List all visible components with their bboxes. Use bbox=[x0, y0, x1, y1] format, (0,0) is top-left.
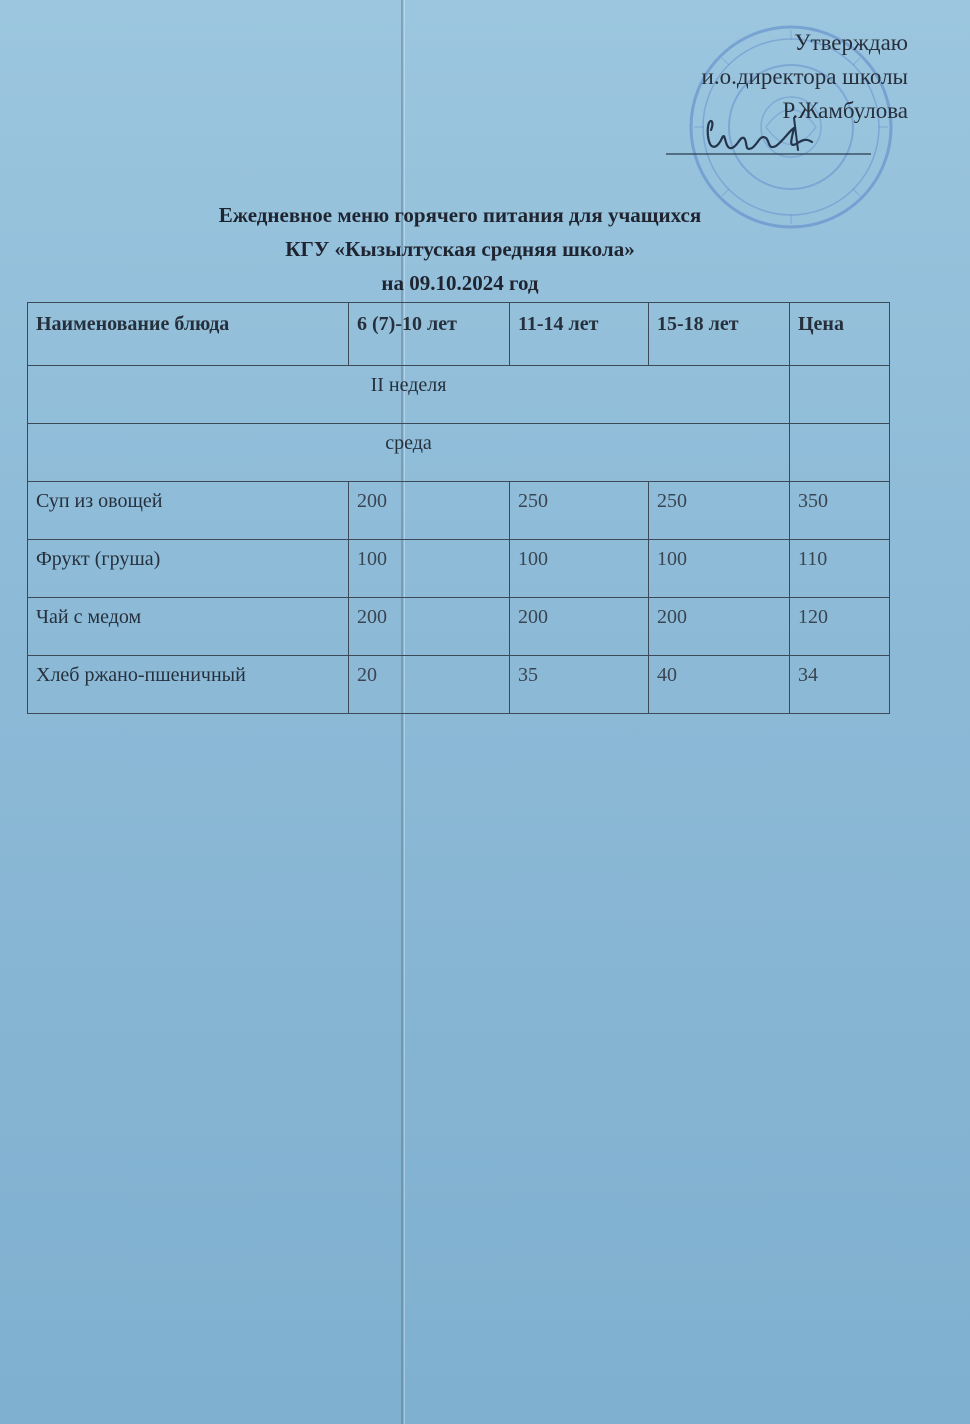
table-row bbox=[28, 598, 890, 656]
portion-11-14: 100 bbox=[510, 540, 649, 598]
header-dish-name: Наименование блюда bbox=[28, 303, 349, 366]
header-age-15-18: 15-18 лет bbox=[649, 303, 790, 366]
header-age-6-10: 6 (7)-10 лет bbox=[349, 303, 510, 366]
approval-line-3: Р.Жамбулова bbox=[782, 98, 908, 123]
approval-line-1: Утверждаю bbox=[794, 30, 908, 55]
header-price: Цена bbox=[790, 303, 890, 366]
dish-name: Суп из овощей bbox=[28, 482, 349, 540]
week-row bbox=[28, 366, 890, 424]
week-label: II неделя bbox=[28, 366, 790, 424]
approval-line-2: и.о.директора школы bbox=[701, 64, 908, 89]
menu-table bbox=[27, 302, 890, 714]
portion-15-18: 200 bbox=[649, 598, 790, 656]
portion-15-18: 250 bbox=[649, 482, 790, 540]
title-line-3: на 09.10.2024 год bbox=[381, 271, 539, 295]
dish-price: 120 bbox=[790, 598, 890, 656]
dish-price: 110 bbox=[790, 540, 890, 598]
table-row bbox=[28, 540, 890, 598]
portion-11-14: 250 bbox=[510, 482, 649, 540]
table-row bbox=[28, 482, 890, 540]
dish-price: 350 bbox=[790, 482, 890, 540]
portion-6-10: 200 bbox=[349, 482, 510, 540]
menu-title bbox=[0, 198, 920, 300]
title-line-2: КГУ «Кызылтуская средняя школа» bbox=[285, 237, 635, 261]
title-line-1: Ежедневное меню горячего питания для учащихся bbox=[218, 203, 702, 227]
portion-6-10: 20 bbox=[349, 656, 510, 714]
dish-name: Фрукт (груша) bbox=[28, 540, 349, 598]
dish-name: Хлеб ржано-пшеничный bbox=[28, 656, 349, 714]
table-row bbox=[28, 656, 890, 714]
portion-6-10: 200 bbox=[349, 598, 510, 656]
director-signature bbox=[666, 108, 876, 178]
portion-11-14: 35 bbox=[510, 656, 649, 714]
portion-15-18: 40 bbox=[649, 656, 790, 714]
dish-price: 34 bbox=[790, 656, 890, 714]
day-price-cell bbox=[790, 424, 890, 482]
day-label: среда bbox=[28, 424, 790, 482]
portion-15-18: 100 bbox=[649, 540, 790, 598]
header-age-11-14: 11-14 лет bbox=[510, 303, 649, 366]
dish-name: Чай с медом bbox=[28, 598, 349, 656]
day-row bbox=[28, 424, 890, 482]
portion-6-10: 100 bbox=[349, 540, 510, 598]
week-price-cell bbox=[790, 366, 890, 424]
portion-11-14: 200 bbox=[510, 598, 649, 656]
table-header-row bbox=[28, 303, 890, 366]
